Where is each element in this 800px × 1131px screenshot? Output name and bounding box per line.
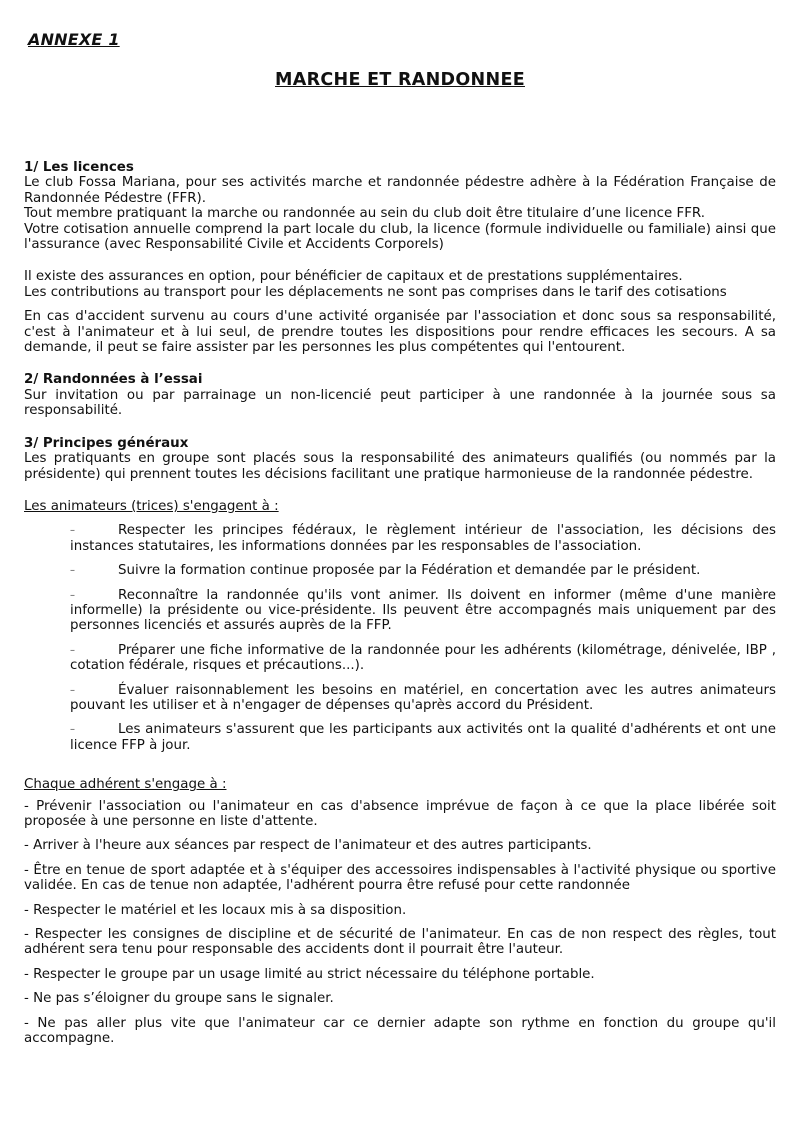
list-item: – Suivre la formation continue proposée par la Fédération et demandée par le président. bbox=[70, 563, 701, 579]
paragraph: En cas d'accident survenu au cours d'une activité organisée par l'association et donc sous sa responsabilité, c'est à l'animateur et à lui seul, de prendre toutes les dispositions pour rendre efficaces les secours. A sa demande, il peut se faire assister par les personnes les plus compétentes qui l'entourent. bbox=[24, 309, 776, 356]
list-item: – Respecter les principes fédéraux, le règlement intérieur de l'association, les décisions des instances statutaires, les informations données par les responsables de l'association. bbox=[70, 523, 776, 554]
dash-bullet-icon: – bbox=[70, 589, 75, 601]
section-heading-licences: 1/ Les licences bbox=[24, 160, 134, 175]
paragraph: Le club Fossa Mariana, pour ses activités marche et randonnée pédestre adhère à la Fédération Française de Randonnée Pédestre (FFR). bbox=[24, 175, 776, 206]
paragraph: Votre cotisation annuelle comprend la part locale du club, la licence (formule individuelle ou familiale) ainsi que l'assurance (avec Responsabilité Civile et Accidents Corporels) bbox=[24, 221, 776, 253]
section-heading-principes: 3/ Principes généraux bbox=[24, 435, 189, 451]
dash-bullet-icon: – bbox=[70, 724, 75, 736]
dash-bullet-icon: – bbox=[70, 565, 75, 577]
dash-bullet-icon: – bbox=[70, 644, 75, 656]
list-item: – Évaluer raisonnablement les besoins en matériel, en concertation avec les autres animateurs pouvant les utiliser et à n'engager de dépenses qu'après accord du Président. bbox=[70, 682, 776, 713]
list-item: - Être en tenue de sport adaptée et à s'équiper des accessoires indispensables à l'activité physique ou sportive validée. En cas de tenue non adaptée, l'adhérent pourra être refusé pour cette randonnée bbox=[24, 862, 776, 894]
paragraph: Il existe des assurances en option, pour bénéficier de capitaux et de prestations supplémentaires. bbox=[24, 269, 683, 285]
list-item: – Les animateurs s'assurent que les participants aux activités ont la qualité d'adhérents et ont une licence FFP à jour. bbox=[70, 722, 776, 753]
document-body bbox=[24, 160, 776, 1046]
adherent-heading: Chaque adhérent s'engage à : bbox=[24, 777, 227, 793]
paragraph: Tout membre pratiquant la marche ou randonnée au sein du club doit être titulaire d’une licence FFR. bbox=[24, 206, 705, 222]
list-item: – Reconnaître la randonnée qu'ils vont animer. Ils doivent en informer (même d'une manière informelle) la présidente ou vice-présidente. Ils peuvent être accompagnés mais uniquement par des personnes licenciés et assurés auprès de la FFP. bbox=[70, 587, 776, 634]
list-item: - Respecter les consignes de discipline et de sécurité de l'animateur. En cas de non respect des règles, tout adhérent sera tenu pour responsable des accidents dont il pourrait être l'auteur. bbox=[24, 927, 776, 958]
list-item: - Ne pas s’éloigner du groupe sans le signaler. bbox=[24, 991, 334, 1007]
list-item: - Arriver à l'heure aux séances par respect de l'animateur et des autres participants. bbox=[24, 838, 592, 854]
list-item: – Préparer une fiche informative de la randonnée pour les adhérents (kilométrage, dénivelée, IBP , cotation fédérale, risques et précautions...). bbox=[70, 642, 776, 674]
paragraph: Les pratiquants en groupe sont placés sous la responsabilité des animateurs qualifiés (ou nommés par la présidente) qui prennent toutes les décisions facilitant une pratique harmonieuse de la randonnée pédestre. bbox=[24, 451, 776, 482]
list-item: - Respecter le groupe par un usage limité au strict nécessaire du téléphone portable. bbox=[24, 966, 595, 982]
section-heading-essai: 2/ Randonnées à l’essai bbox=[24, 372, 203, 388]
paragraph: Sur invitation ou par parrainage un non-licencié peut participer à une randonnée à la journée sous sa responsabilité. bbox=[24, 387, 776, 419]
paragraph: Les contributions au transport pour les déplacements ne sont pas comprises dans le tarif des cotisations bbox=[24, 284, 727, 300]
animateurs-heading: Les animateurs (trices) s'engagent à : bbox=[24, 498, 279, 514]
list-item: - Prévenir l'association ou l'animateur en cas d'absence imprévue de façon à ce que la place libérée soit proposée à une personne en liste d'attente. bbox=[24, 798, 776, 829]
animateurs-list bbox=[70, 523, 776, 753]
list-item: - Respecter le matériel et les locaux mis à sa disposition. bbox=[24, 902, 407, 918]
dash-bullet-icon: – bbox=[70, 525, 75, 537]
annexe-label: ANNEXE 1 bbox=[28, 30, 120, 49]
dash-bullet-icon: – bbox=[70, 684, 75, 696]
list-item: - Ne pas aller plus vite que l'animateur car ce dernier adapte son rythme en fonction du groupe qu'il accompagne. bbox=[24, 1015, 776, 1047]
page-title: MARCHE ET RANDONNEE bbox=[275, 70, 525, 90]
